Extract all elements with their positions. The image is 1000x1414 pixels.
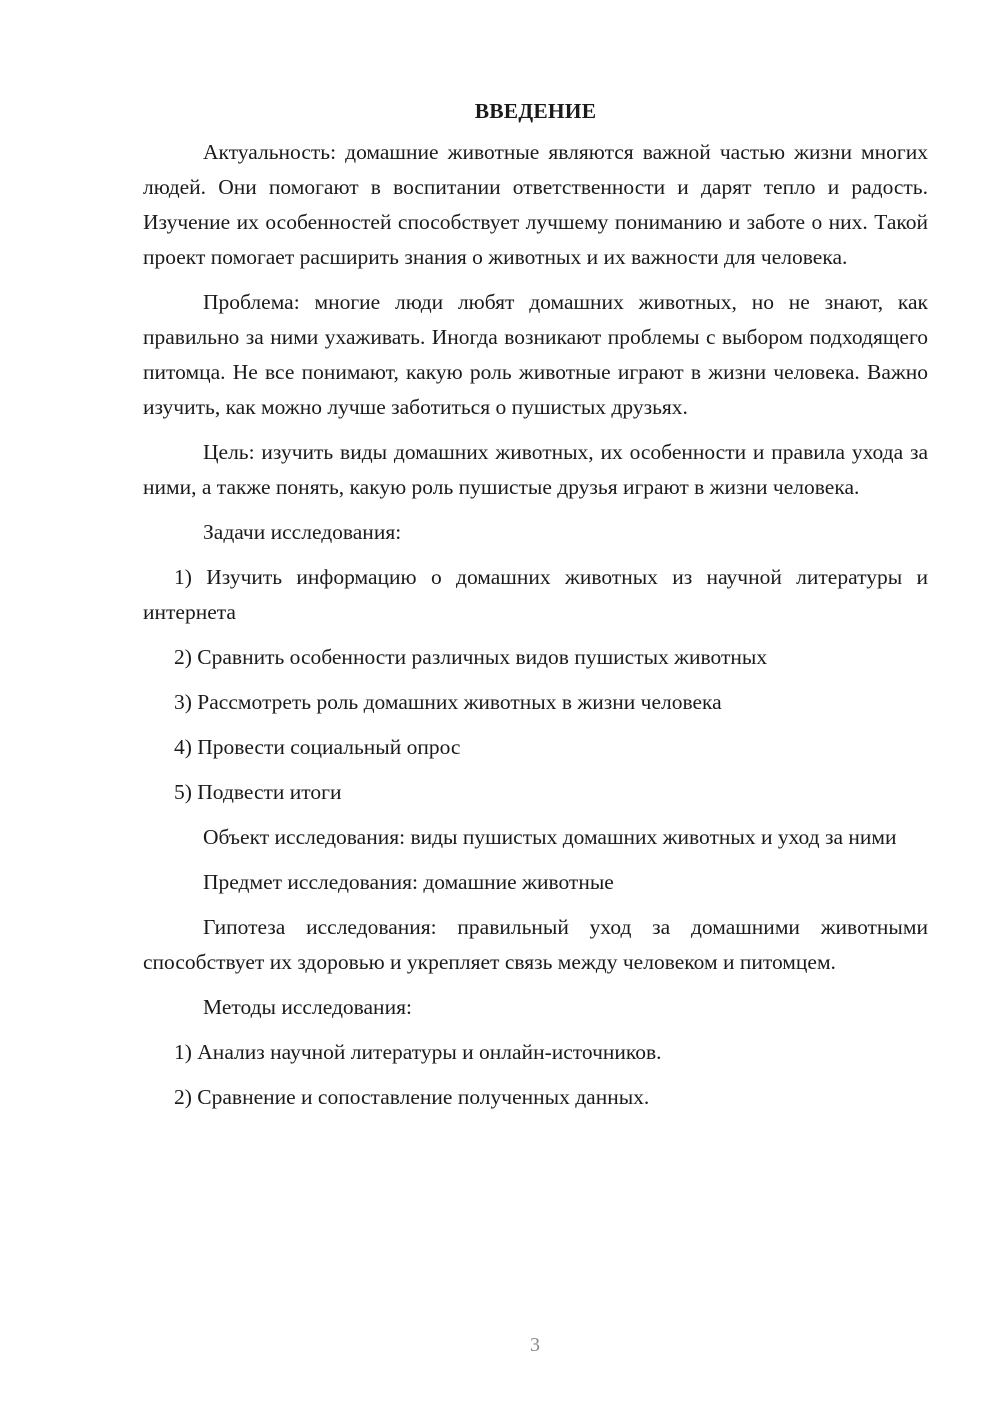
relevance-paragraph: Актуальность: домашние животные являются важной частью жизни многих людей. Они помогают в воспитании ответственности и дарят тепло и радость. Изучение их особенностей способствует лучшему пониманию и заботе о них. Такой проект помогает расширить знания о животных и их важности для человека. bbox=[143, 140, 928, 269]
task-item-1: 1) Изучить информацию о домашних животных из научной литературы и интернета bbox=[143, 565, 928, 624]
method-item-1: 1) Анализ научной литературы и онлайн-источников. bbox=[174, 1040, 662, 1064]
section-title: ВВЕДЕНИЕ bbox=[474, 99, 597, 123]
object-paragraph: Объект исследования: виды пушистых домашних животных и уход за ними bbox=[203, 825, 897, 849]
page-number: 3 bbox=[530, 1334, 540, 1356]
tasks-heading: Задачи исследования: bbox=[203, 520, 402, 544]
hypothesis-paragraph: Гипотеза исследования: правильный уход за домашними животными способствует их здоровью и укрепляет связь между человеком и питомцем. bbox=[143, 915, 928, 974]
task-item-4: 4) Провести социальный опрос bbox=[174, 735, 461, 759]
task-item-5: 5) Подвести итоги bbox=[174, 780, 342, 804]
method-item-2: 2) Сравнение и сопоставление полученных данных. bbox=[174, 1085, 650, 1109]
problem-paragraph: Проблема: многие люди любят домашних животных, но не знают, как правильно за ними ухаживать. Иногда возникают проблемы с выбором подходящего питомца. Не все понимают, какую роль животные играют в жизни человека. Важно изучить, как можно лучше заботиться о пушистых друзьях. bbox=[143, 290, 928, 419]
subject-paragraph: Предмет исследования: домашние животные bbox=[203, 870, 614, 894]
page-content bbox=[143, 94, 928, 1125]
task-item-3: 3) Рассмотреть роль домашних животных в жизни человека bbox=[174, 690, 722, 714]
methods-heading: Методы исследования: bbox=[203, 995, 412, 1019]
goal-paragraph: Цель: изучить виды домашних животных, их особенности и правила ухода за ними, а также понять, какую роль пушистые друзья играют в жизни человека. bbox=[143, 440, 928, 499]
task-item-2: 2) Сравнить особенности различных видов пушистых животных bbox=[174, 645, 768, 669]
